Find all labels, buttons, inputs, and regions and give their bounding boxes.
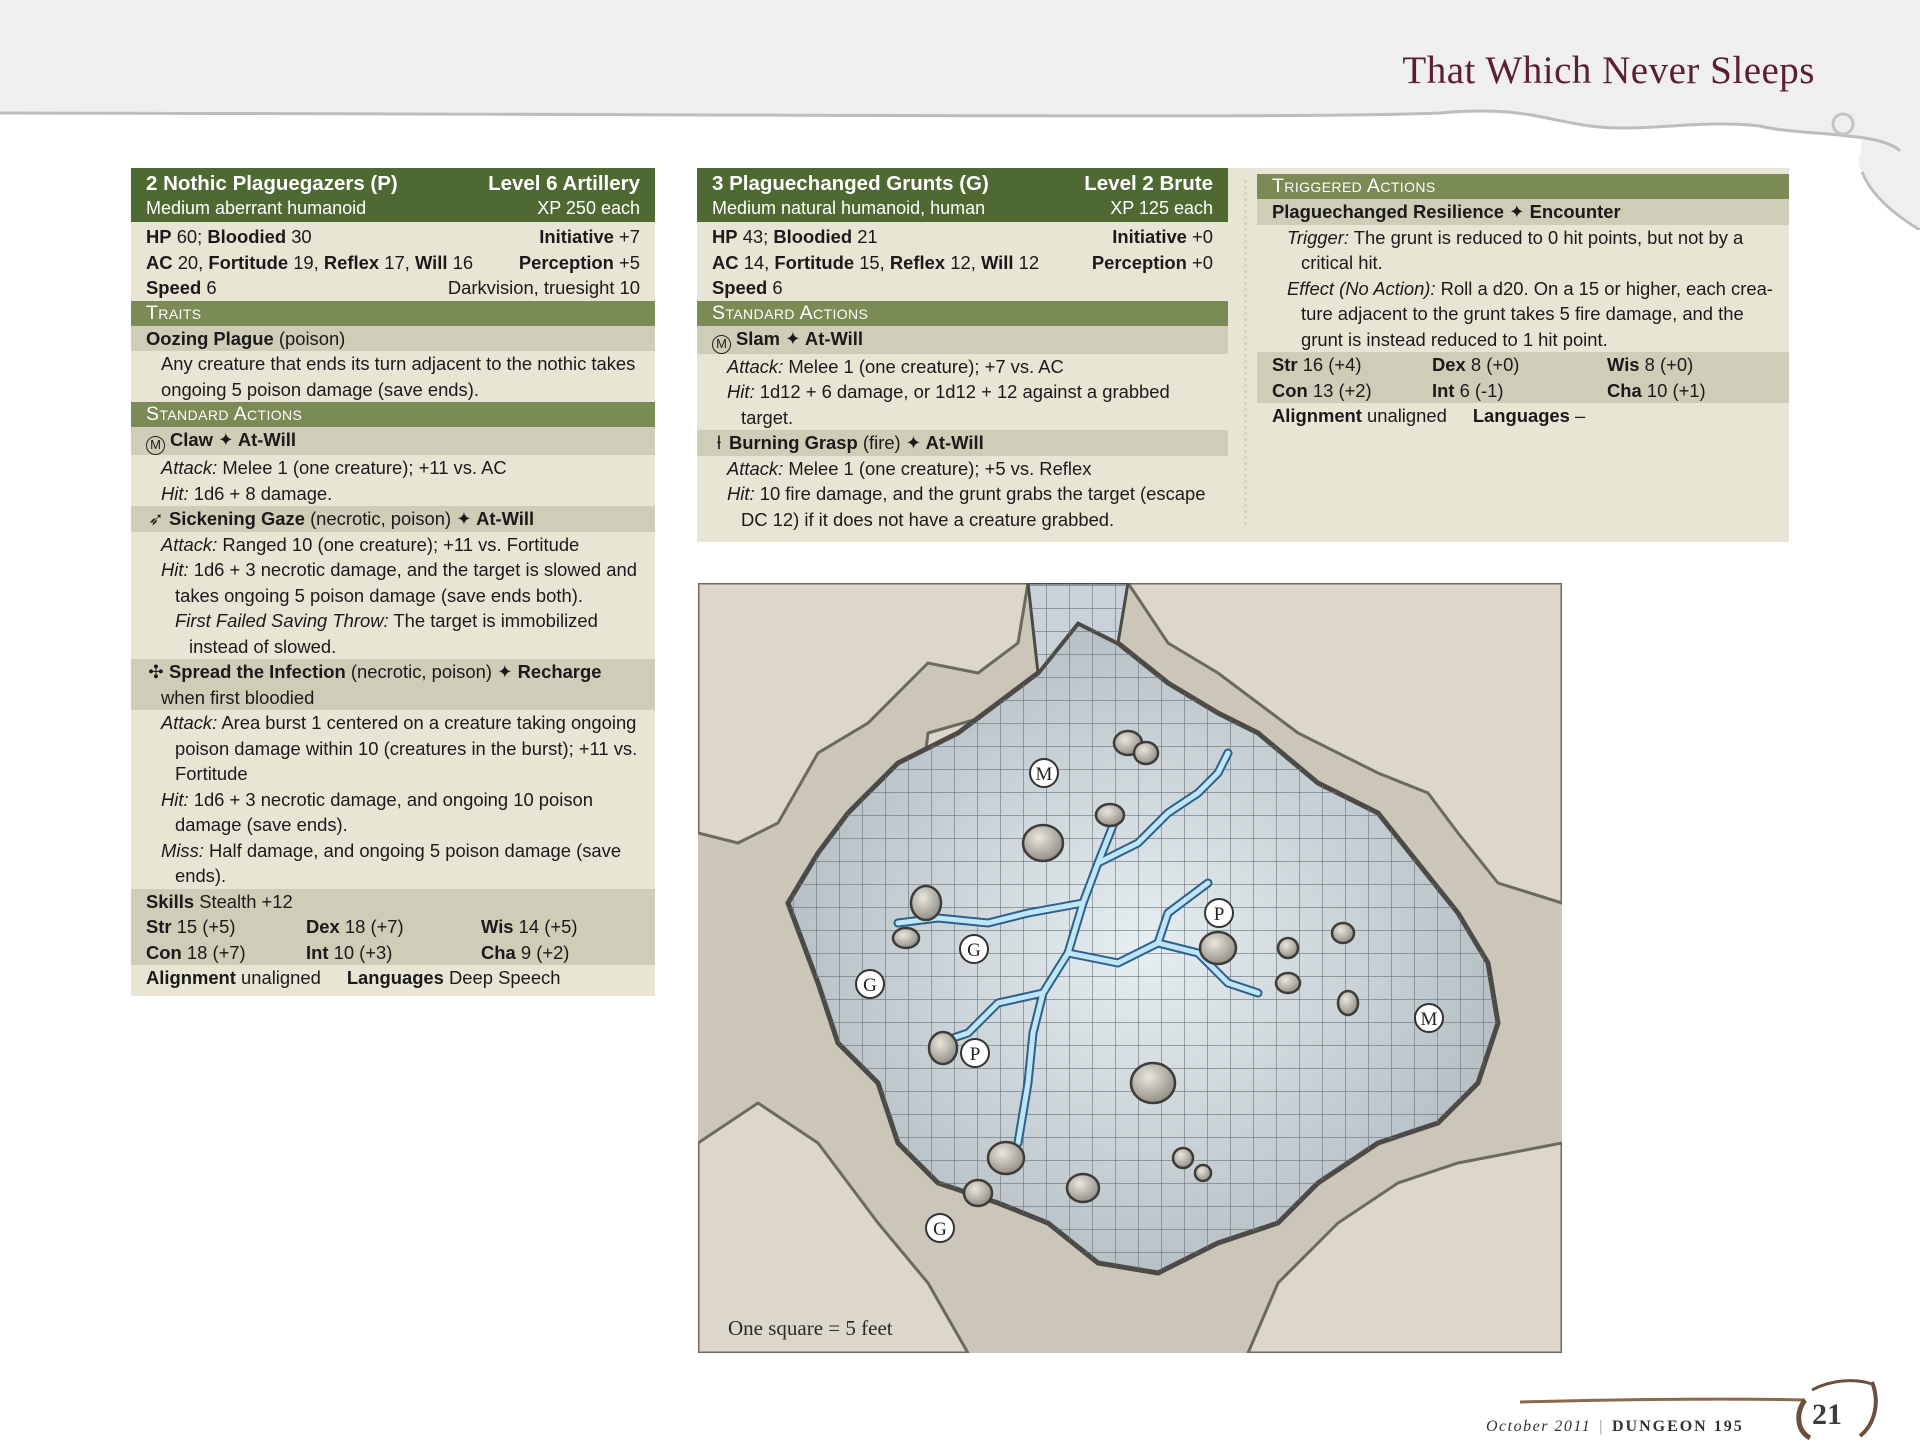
ranged-icon: ➶ (148, 508, 164, 529)
monster-type: Medium aberrant humanoid (146, 198, 367, 218)
melee-basic-icon: M (712, 335, 731, 354)
melee-icon: ƚ (716, 432, 722, 453)
defenses-row: AC 14, Fortitude 15, Reflex 12, Will 12 Perception +0 (712, 251, 1213, 273)
monster-name: 3 Plaguechanged Grunts (G) (712, 172, 989, 195)
hp-row: HP 60; Bloodied 30 Initiative +7 (146, 226, 640, 247)
token-p-1 (1205, 899, 1233, 927)
triggered-actions-heading: Triggered Actions (1257, 174, 1789, 199)
grunt-stat-block (697, 168, 1789, 542)
melee-basic-icon: M (146, 436, 165, 455)
svg-text:M: M (1420, 1009, 1438, 1030)
nothic-stat-block: 2 Nothic Plaguegazers (P) Level 6 Artillery Medium aberrant humanoid XP 250 each HP 60; Bloodied 30 Initiative +7 AC 20, Fortitude 19, Reflex 17, Will 16 Perception +5 Speed 6 Darkvision, truesight 10 Traits Oozing Plague (poison) Any creature that ends its turn adjacent to the nothic takes ongoing 5 poison damage (save ends). Standard Actions M Claw ✦ At-Will Attack: Melee 1 (one creature); +11 vs. AC Hit: 1d6 + 8 damage. ➶ Sickening Gaze (necrotic, poison) ✦ At-Will Attack: Ranged 10 (one creature); +11 vs. Fortitude Hit: 1d6 + 3 necrotic damage, and the target is slowed and takes ongoing 5 poison damage (save ends both). First Failed Saving Throw: The target is immobilized instead of slowed. ✣ Spread the Infection (necrotic, poison) ✦ Recharge when first bloodied Attack: Area burst 1 centered on a creature taking ongoing poison damage within 10 (creatures in the burst); +11 vs. Fortitude Hit: 1d6 + 3 necrotic damage, and ongoing 10 poison damage (save ends). Miss: Half damage, and ongoing 5 poison damage (save ends). Skills Stealth +12 Str 15 (+5) Dex 18 (+7) Wis 14 (+5) Con 18 (+7) Int 10 (+3) Cha 9 (+2) Alignment unaligned Languages Deep Speech (131, 168, 655, 996)
magazine-name: DUNGEON 195 (1611, 1418, 1744, 1435)
token-m-1 (1030, 759, 1058, 787)
footer-issue: October 2011 | DUNGEON 195 (1486, 1418, 1744, 1435)
token-p-2 (961, 1039, 989, 1067)
grunt-header (697, 168, 1228, 222)
monster-level: Level 2 Brute (1084, 172, 1213, 195)
sickening-gaze-power: ➶ Sickening Gaze (necrotic, poison) ✦ At-Will (131, 506, 655, 532)
ability-scores: Skills Stealth +12 Str 15 (+5) Dex 18 (+7) Wis 14 (+5) Con 18 (+7) Int 10 (+3) Cha 9 (+2) (131, 889, 655, 966)
standard-actions-heading: Standard Actions (131, 402, 655, 427)
traits-heading: Traits (131, 301, 655, 326)
svg-text:G: G (967, 940, 981, 961)
burning-grasp-power: ƚ Burning Grasp (fire) ✦ At-Will (697, 430, 1228, 456)
spread-infection-power: ✣ Spread the Infection (necrotic, poison) ✦ Recharge (131, 659, 655, 685)
token-m-2 (1415, 1004, 1443, 1032)
issue-date: October 2011 (1486, 1418, 1592, 1435)
claw-power: M Claw ✦ At-Will (131, 427, 655, 455)
grunt-right-column: Triggered Actions Plaguechanged Resilience ✦ Encounter Trigger: The grunt is reduced to 0 hit points, but not by a critical hit. Effect (No Action): Roll a d20. On a 15 or higher, each crea- ture adjacent to the grunt takes 5 fire damage, and the grunt is instead reduced to 1 hit point. Str 16 (+4) Dex 8 (+0) Wis 8 (+0) Con 13 (+2) Int 6 (-1) Cha 10 (+1) Alignment unaligned Languages – (1257, 174, 1789, 429)
grunt-left-column: 3 Plaguechanged Grunts (G) Level 2 Brute Medium natural humanoid, human XP 125 each HP 43; Bloodied 21 Initiative +0 AC 14, Fortitude 15, Reflex 12, Will 12 Perception +0 Speed 6 Standard Actions M Slam ✦ At-Will Attack: Melee 1 (one creature); +7 vs. AC Hit: 1d12 + 6 damage, or 1d12 + 12 against a grabbed target. ƚ Burning Grasp (fire) ✦ At-Will Attack: Melee 1 (one creature); +5 vs. Reflex Hit: 10 fire damage, and the grunt grabs the target (escape DC 12) if it does not have a creature grabbed. (697, 168, 1228, 532)
svg-text:G: G (933, 1219, 947, 1240)
monster-name: 2 Nothic Plaguegazers (P) (146, 172, 398, 195)
monster-xp: XP 250 each (537, 198, 640, 218)
svg-text:P: P (969, 1044, 981, 1065)
map-scale-note: One square = 5 feet (728, 1316, 893, 1340)
token-g-3 (926, 1214, 954, 1242)
token-g-2 (856, 970, 884, 998)
speed-row: Speed 6 Darkvision, truesight 10 (146, 277, 640, 298)
ability-scores: Str 16 (+4) Dex 8 (+0) Wis 8 (+0) Con 13 (+2) Int 6 (-1) Cha 10 (+1) (1257, 352, 1789, 403)
area-icon: ✣ (148, 661, 164, 682)
alignment-row: Alignment unaligned Languages Deep Speech (146, 967, 561, 988)
standard-actions-heading: Standard Actions (697, 301, 1228, 326)
encounter-map (698, 583, 1562, 1353)
nothic-header (131, 168, 655, 222)
map-graphic (698, 583, 1562, 1353)
svg-text:M: M (1035, 764, 1053, 785)
token-g-1 (960, 935, 988, 963)
trait-title: Oozing Plague (poison) (131, 326, 655, 352)
monster-level: Level 6 Artillery (488, 172, 640, 195)
trait-text: Any creature that ends its turn adjacent to the nothic takes (161, 353, 636, 374)
resilience-power: Plaguechanged Resilience ✦ Encounter (1257, 199, 1789, 225)
svg-text:P: P (1213, 904, 1225, 925)
column-divider (1244, 180, 1247, 525)
slam-power: M Slam ✦ At-Will (697, 326, 1228, 354)
page-number: 21 (1812, 1398, 1842, 1431)
monster-xp: XP 125 each (1110, 198, 1213, 218)
defenses-row: AC 20, Fortitude 19, Reflex 17, Will 16 Perception +5 (146, 251, 640, 273)
hp-row: HP 43; Bloodied 21 Initiative +0 (712, 226, 1213, 247)
page-title: That Which Never Sleeps (1402, 49, 1815, 92)
svg-text:G: G (863, 975, 877, 996)
speed-row: Speed 6 (712, 277, 783, 298)
monster-type: Medium natural humanoid, human (712, 198, 986, 218)
alignment-row: Alignment unaligned Languages – (1272, 405, 1586, 426)
